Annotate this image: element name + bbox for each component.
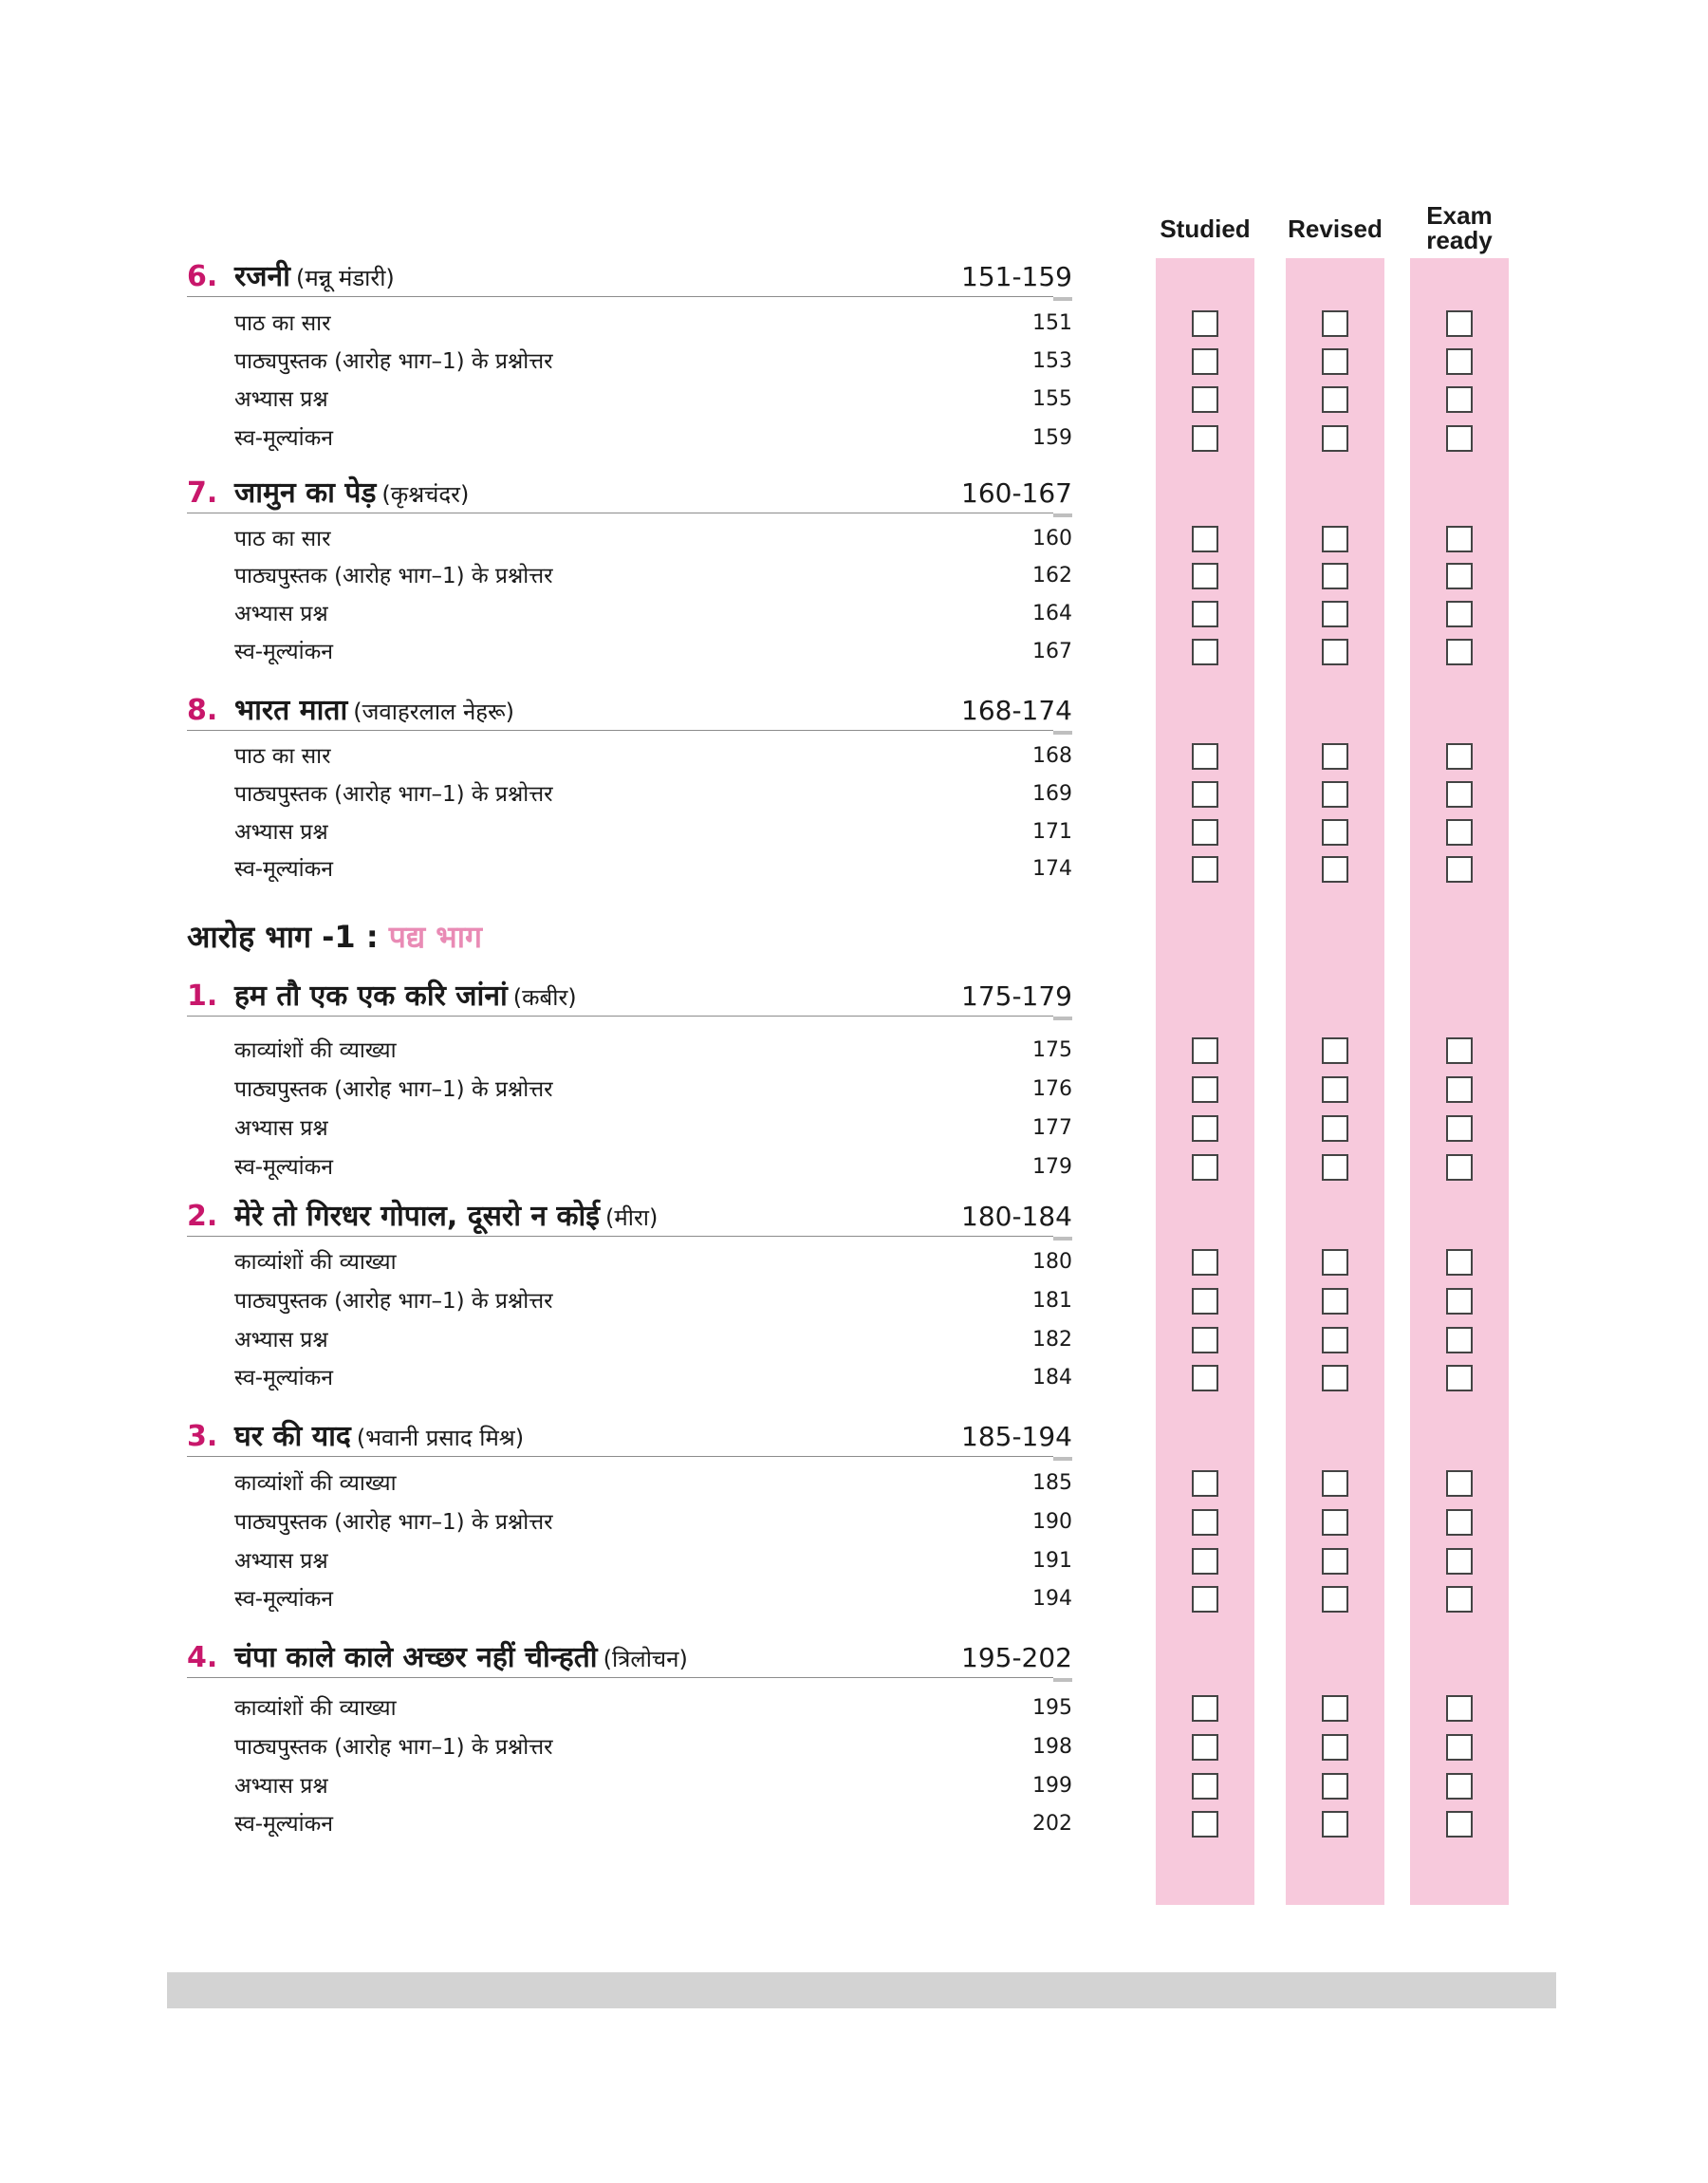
exam-ready-checkbox[interactable] (1446, 639, 1473, 665)
toc-item-page: 180 (1032, 1250, 1072, 1274)
revised-checkbox[interactable] (1322, 348, 1348, 375)
chapter-title (234, 475, 469, 513)
toc-item-page: 171 (1032, 820, 1072, 844)
chapter-author: (त्रिलोचन) (603, 1646, 688, 1672)
studied-checkbox[interactable] (1192, 1249, 1218, 1276)
toc-item-label: पाठ का सार (234, 311, 331, 336)
toc-item-page: 198 (1032, 1735, 1072, 1759)
revised-checkbox[interactable] (1322, 743, 1348, 770)
toc-item-label: अभ्यास प्रश्न (234, 1549, 328, 1574)
chapter-rule-tab (1053, 1678, 1072, 1682)
chapter-author: (मन्नू मंडारी) (295, 265, 395, 291)
exam-ready-checkbox[interactable] (1446, 1734, 1473, 1761)
toc-item-label: काव्यांशों की व्याख्या (234, 1250, 397, 1275)
chapter-number: 1. (187, 980, 218, 1013)
toc-item-page: 179 (1032, 1155, 1072, 1179)
exam-ready-checkbox[interactable] (1446, 781, 1473, 808)
exam-ready-checkbox[interactable] (1446, 1115, 1473, 1142)
revised-checkbox[interactable] (1322, 1470, 1348, 1497)
revised-checkbox[interactable] (1322, 1509, 1348, 1536)
toc-item-row (234, 1075, 1072, 1104)
toc-item-page: 194 (1032, 1587, 1072, 1611)
chapter-author: (कबीर) (512, 984, 577, 1011)
revised-checkbox[interactable] (1322, 1249, 1348, 1276)
studied-checkbox[interactable] (1192, 1365, 1218, 1391)
studied-checkbox[interactable] (1192, 856, 1218, 883)
revised-checkbox[interactable] (1322, 1548, 1348, 1575)
studied-checkbox[interactable] (1192, 1288, 1218, 1315)
chapter-rule (187, 730, 1053, 731)
toc-item-page: 185 (1032, 1471, 1072, 1495)
toc-item-row (234, 1364, 1072, 1392)
toc-item-label: अभ्यास प्रश्न (234, 1116, 328, 1141)
studied-checkbox[interactable] (1192, 310, 1218, 337)
chapter-author: (कृश्नचंदर) (381, 481, 470, 508)
studied-checkbox[interactable] (1192, 386, 1218, 413)
exam-ready-checkbox[interactable] (1446, 563, 1473, 589)
toc-item-label: अभ्यास प्रश्न (234, 1774, 328, 1799)
exam-ready-checkbox[interactable] (1446, 1154, 1473, 1181)
toc-item-row (234, 1547, 1072, 1576)
toc-item-row (234, 1585, 1072, 1614)
toc-item-page: 182 (1032, 1328, 1072, 1352)
chapter-page-range: 180-184 (961, 1201, 1072, 1232)
chapter-rule-tab (1053, 731, 1072, 735)
toc-item-page: 199 (1032, 1774, 1072, 1798)
chapter-page-range: 168-174 (961, 695, 1072, 726)
exam-ready-checkbox[interactable] (1446, 425, 1473, 452)
chapter-header (187, 692, 1072, 730)
toc-item-row (234, 347, 1072, 376)
studied-checkbox[interactable] (1192, 781, 1218, 808)
toc-item-page: 191 (1032, 1549, 1072, 1573)
exam-ready-checkbox[interactable] (1446, 1811, 1473, 1838)
revised-checkbox[interactable] (1322, 1288, 1348, 1315)
toc-item-page: 175 (1032, 1038, 1072, 1062)
chapter-header (187, 475, 1072, 513)
exam-ready-checkbox[interactable] (1446, 601, 1473, 627)
revised-checkbox[interactable] (1322, 639, 1348, 665)
toc-item-label: पाठ का सार (234, 744, 331, 769)
toc-item-label: अभ्यास प्रश्न (234, 820, 328, 845)
chapter-header (187, 258, 1072, 296)
chapter-author: (जवाहरलाल नेहरू) (353, 699, 515, 725)
studied-checkbox[interactable] (1192, 563, 1218, 589)
toc-item-page: 160 (1032, 527, 1072, 550)
revised-checkbox[interactable] (1322, 856, 1348, 883)
studied-checkbox[interactable] (1192, 1734, 1218, 1761)
toc-item-row (234, 1772, 1072, 1801)
toc-item-label: काव्यांशों की व्याख्या (234, 1696, 397, 1721)
studied-checkbox[interactable] (1192, 1076, 1218, 1103)
exam-ready-checkbox[interactable] (1446, 1076, 1473, 1103)
toc-item-page: 159 (1032, 426, 1072, 450)
toc-item-label: स्व-मूल्यांकन (234, 640, 334, 664)
toc-item-label: पाठ्यपुस्तक (आरोह भाग–1) के प्रश्नोत्तर (234, 1735, 553, 1760)
exam-ready-checkbox[interactable] (1446, 1037, 1473, 1064)
toc-item-label: पाठ्यपुस्तक (आरोह भाग–1) के प्रश्नोत्तर (234, 564, 553, 588)
toc-item-row (234, 385, 1072, 414)
exam-ready-header-line2: ready (1426, 226, 1493, 254)
chapter-page-range: 185-194 (961, 1421, 1072, 1452)
studied-checkbox[interactable] (1192, 1586, 1218, 1613)
revised-checkbox[interactable] (1322, 1365, 1348, 1391)
revised-checkbox[interactable] (1322, 1037, 1348, 1064)
chapter-title (234, 692, 514, 731)
studied-checkbox[interactable] (1192, 1695, 1218, 1722)
toc-item-label: पाठ्यपुस्तक (आरोह भाग–1) के प्रश्नोत्तर (234, 1077, 553, 1102)
chapter-rule (187, 1456, 1053, 1457)
chapter-title (234, 258, 395, 297)
revised-checkbox[interactable] (1322, 310, 1348, 337)
toc-item-row (234, 1810, 1072, 1838)
revised-checkbox[interactable] (1322, 1811, 1348, 1838)
revised-header: Revised (1288, 215, 1383, 243)
toc-item-label: स्व-मूल्यांकन (234, 426, 334, 451)
exam-ready-checkbox[interactable] (1446, 348, 1473, 375)
toc-item-row (234, 1508, 1072, 1537)
toc-item-row (234, 424, 1072, 453)
chapter-title (234, 978, 577, 1017)
toc-item-row (234, 1326, 1072, 1354)
studied-checkbox[interactable] (1192, 1773, 1218, 1800)
chapter-number: 3. (187, 1420, 218, 1453)
chapter-title-text: चंपा काले काले अच्छर नहीं चीन्हती (234, 1641, 598, 1674)
toc-item-page: 176 (1032, 1077, 1072, 1101)
toc-item-page: 164 (1032, 602, 1072, 625)
toc-item-page: 155 (1032, 387, 1072, 411)
toc-item-page: 190 (1032, 1510, 1072, 1534)
toc-item-label: पाठ का सार (234, 527, 331, 551)
toc-item-page: 174 (1032, 857, 1072, 881)
chapter-page-range: 151-159 (961, 261, 1072, 292)
chapter-rule-tab (1053, 297, 1072, 301)
exam-ready-checkbox[interactable] (1446, 310, 1473, 337)
chapter-header (187, 1198, 1072, 1236)
chapter-page-range: 175-179 (961, 980, 1072, 1012)
revised-checkbox[interactable] (1322, 1773, 1348, 1800)
chapter-author: (मीरा) (605, 1204, 659, 1231)
toc-item-page: 151 (1032, 311, 1072, 335)
toc-item-row (234, 638, 1072, 666)
toc-item-label: अभ्यास प्रश्न (234, 387, 328, 412)
toc-item-row (234, 1114, 1072, 1143)
exam-ready-checkbox[interactable] (1446, 1470, 1473, 1497)
chapter-title-text: रजनी (234, 260, 290, 293)
chapter-author: (भवानी प्रसाद मिश्र) (356, 1425, 525, 1451)
chapter-rule (187, 1236, 1053, 1237)
chapter-page-range: 160-167 (961, 477, 1072, 509)
studied-checkbox[interactable] (1192, 639, 1218, 665)
toc-item-row (234, 1469, 1072, 1498)
exam-ready-checkbox[interactable] (1446, 526, 1473, 552)
toc-item-label: पाठ्यपुस्तक (आरोह भाग–1) के प्रश्नोत्तर (234, 349, 553, 374)
chapter-header (187, 1418, 1072, 1456)
studied-checkbox[interactable] (1192, 348, 1218, 375)
revised-checkbox[interactable] (1322, 1586, 1348, 1613)
section-heading (187, 916, 482, 958)
chapter-rule (187, 296, 1053, 297)
exam-ready-checkbox[interactable] (1446, 856, 1473, 883)
chapter-header (187, 1639, 1072, 1677)
chapter-rule-tab (1053, 1237, 1072, 1241)
exam-ready-checkbox[interactable] (1446, 1509, 1473, 1536)
toc-item-label: स्व-मूल्यांकन (234, 1812, 334, 1837)
studied-checkbox[interactable] (1192, 1509, 1218, 1536)
chapter-rule-tab (1053, 1017, 1072, 1020)
toc-item-row (234, 1733, 1072, 1762)
revised-checkbox[interactable] (1322, 601, 1348, 627)
exam-ready-header (1393, 203, 1526, 252)
toc-item-page: 153 (1032, 349, 1072, 373)
toc-item-row (234, 1036, 1072, 1065)
toc-item-label: काव्यांशों की व्याख्या (234, 1471, 397, 1496)
studied-checkbox[interactable] (1192, 1115, 1218, 1142)
revised-checkbox[interactable] (1322, 563, 1348, 589)
toc-item-row (234, 1287, 1072, 1315)
section-heading-prefix: आरोह भाग -1 : (187, 919, 379, 955)
revised-checkbox[interactable] (1322, 1076, 1348, 1103)
chapter-title (234, 1198, 658, 1237)
toc-item-row (234, 1248, 1072, 1277)
toc-item-row (234, 1694, 1072, 1723)
revised-checkbox[interactable] (1322, 1734, 1348, 1761)
toc-item-label: स्व-मूल्यांकन (234, 1587, 334, 1612)
revised-checkbox[interactable] (1322, 1695, 1348, 1722)
studied-checkbox[interactable] (1192, 819, 1218, 846)
toc-item-label: पाठ्यपुस्तक (आरोह भाग–1) के प्रश्नोत्तर (234, 782, 553, 807)
studied-checkbox[interactable] (1192, 1327, 1218, 1353)
chapter-rule-tab (1053, 1457, 1072, 1461)
toc-item-row (234, 742, 1072, 771)
toc-item-row (234, 1153, 1072, 1182)
studied-checkbox[interactable] (1192, 1037, 1218, 1064)
toc-item-label: पाठ्यपुस्तक (आरोह भाग–1) के प्रश्नोत्तर (234, 1510, 553, 1535)
toc-item-row (234, 525, 1072, 553)
toc-item-page: 162 (1032, 564, 1072, 588)
chapter-title-text: मेरे तो गिरधर गोपाल, दूसरो न कोई (234, 1200, 601, 1233)
revised-checkbox[interactable] (1322, 425, 1348, 452)
chapter-title-text: भारत माता (234, 694, 348, 727)
chapter-title-text: घर की याद (234, 1420, 351, 1453)
footer-bar (167, 1972, 1556, 2008)
exam-ready-checkbox[interactable] (1446, 743, 1473, 770)
exam-ready-checkbox[interactable] (1446, 1586, 1473, 1613)
revised-checkbox[interactable] (1322, 1154, 1348, 1181)
section-heading-accent: पद्य भाग (388, 919, 483, 955)
toc-item-label: काव्यांशों की व्याख्या (234, 1038, 397, 1063)
chapter-title-text: जामुन का पेड़ (234, 476, 377, 510)
toc-item-page: 181 (1032, 1289, 1072, 1313)
revised-checkbox[interactable] (1322, 819, 1348, 846)
chapter-rule (187, 1016, 1053, 1017)
chapter-number: 6. (187, 260, 218, 293)
toc-item-label: पाठ्यपुस्तक (आरोह भाग–1) के प्रश्नोत्तर (234, 1289, 553, 1314)
exam-ready-checkbox[interactable] (1446, 1695, 1473, 1722)
revised-checkbox[interactable] (1322, 1327, 1348, 1353)
exam-ready-checkbox[interactable] (1446, 1249, 1473, 1276)
chapter-rule (187, 1677, 1053, 1678)
toc-item-label: स्व-मूल्यांकन (234, 1155, 334, 1180)
studied-checkbox[interactable] (1192, 601, 1218, 627)
toc-item-row (234, 309, 1072, 338)
studied-checkbox[interactable] (1192, 743, 1218, 770)
toc-item-row (234, 818, 1072, 847)
exam-ready-checkbox[interactable] (1446, 1365, 1473, 1391)
studied-checkbox[interactable] (1192, 1470, 1218, 1497)
exam-ready-checkbox[interactable] (1446, 1288, 1473, 1315)
studied-checkbox[interactable] (1192, 425, 1218, 452)
toc-item-page: 177 (1032, 1116, 1072, 1140)
exam-ready-header-line1: Exam (1426, 201, 1493, 230)
toc-item-row (234, 780, 1072, 809)
exam-ready-checkbox[interactable] (1446, 386, 1473, 413)
toc-item-label: स्व-मूल्यांकन (234, 1366, 334, 1390)
toc-item-label: अभ्यास प्रश्न (234, 1328, 328, 1353)
toc-item-row (234, 855, 1072, 884)
studied-checkbox[interactable] (1192, 1548, 1218, 1575)
studied-checkbox[interactable] (1192, 1154, 1218, 1181)
revised-checkbox[interactable] (1322, 1115, 1348, 1142)
studied-header: Studied (1160, 215, 1251, 243)
toc-item-page: 195 (1032, 1696, 1072, 1720)
toc-item-label: स्व-मूल्यांकन (234, 857, 334, 882)
studied-checkbox[interactable] (1192, 1811, 1218, 1838)
toc-item-page: 169 (1032, 782, 1072, 806)
toc-item-page: 202 (1032, 1812, 1072, 1836)
studied-checkbox[interactable] (1192, 526, 1218, 552)
chapter-number: 8. (187, 694, 218, 727)
chapter-title-text: हम तौ एक एक करि जांनां (234, 980, 508, 1013)
toc-item-page: 168 (1032, 744, 1072, 768)
revised-checkbox[interactable] (1322, 386, 1348, 413)
chapter-page-range: 195-202 (961, 1642, 1072, 1673)
exam-ready-checkbox[interactable] (1446, 1548, 1473, 1575)
exam-ready-checkbox[interactable] (1446, 819, 1473, 846)
chapter-number: 2. (187, 1200, 218, 1233)
revised-checkbox[interactable] (1322, 526, 1348, 552)
chapter-header (187, 978, 1072, 1016)
chapter-title (234, 1418, 524, 1457)
toc-item-row (234, 600, 1072, 628)
revised-checkbox[interactable] (1322, 781, 1348, 808)
chapter-rule-tab (1053, 513, 1072, 517)
toc-item-row (234, 562, 1072, 590)
toc-item-page: 167 (1032, 640, 1072, 663)
toc-item-page: 184 (1032, 1366, 1072, 1390)
chapter-title (234, 1639, 688, 1678)
chapter-number: 7. (187, 476, 218, 510)
chapter-number: 4. (187, 1641, 218, 1674)
toc-item-label: अभ्यास प्रश्न (234, 602, 328, 626)
exam-ready-checkbox[interactable] (1446, 1773, 1473, 1800)
exam-ready-checkbox[interactable] (1446, 1327, 1473, 1353)
